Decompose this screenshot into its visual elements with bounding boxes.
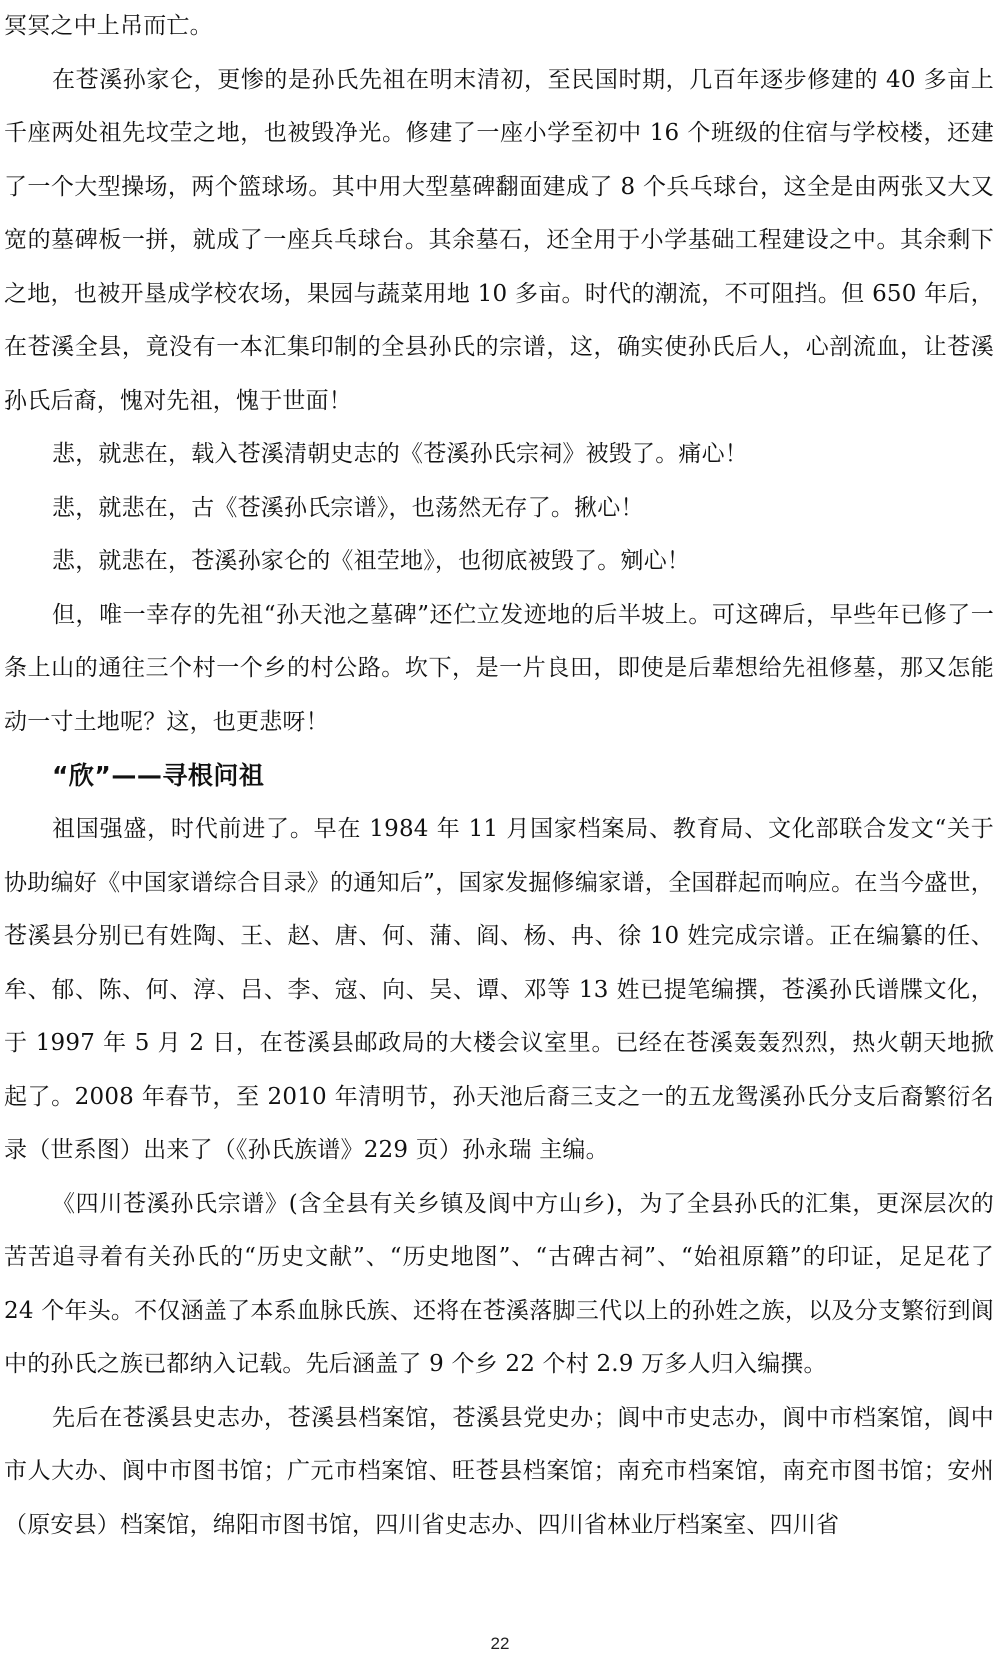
paragraph-lament-genealogy: 悲，就悲在，古《苍溪孙氏宗谱》，也荡然无存了。揪心！ (52, 494, 644, 521)
paragraph-sichuan-cangxi-genealogy: 《四川苍溪孙氏宗谱》(含全县有关乡镇及阆中方山乡)，为了全县孙氏的汇集，更深层次的苦苦追寻着有关孙氏的“历史文献”、“历史地图”、“古碑古祠”、“始祖原籍”的印证，足足花了 24 个年头。不仅涵盖了本系血脉氏族、还将在苍溪落脚三代以上的孙姓之族，以及分支繁衍到阆中的孙氏之族已都纳入记载。先后涵盖了 9 个乡 22 个村 2.9 万多人归入编撰。 (4, 1190, 994, 1377)
section-heading: “欣”——寻根问祖 (52, 761, 265, 790)
page-number: 22 (490, 1634, 510, 1653)
paragraph-sun-family-graves: 在苍溪孙家仑，更惨的是孙氏先祖在明末清初，至民国时期，几百年逐步修建的 40 多亩上千座两处祖先坟茔之地，也被毁净光。修建了一座小学至初中 16 个班级的住宿与学校楼，还建了一个大型操场，两个篮球场。其中用大型墓碑翻面建成了 8 个兵乓球台，这全是由两张又大又宽的墓碑板一拼，就成了一座兵乓球台。其余墓石，还全用于小学基础工程建设之中。其余剩下之地，也被开垦成学校农场，果园与蔬菜用地 10 多亩。时代的潮流，不可阻挡。但 650 年后，在苍溪全县，竟没有一本汇集印制的全县孙氏的宗谱，这，确实使孙氏后人，心剖流血，让苍溪孙氏后裔，愧对先祖，愧于世面！ (4, 66, 994, 414)
paragraph-lament-burial-ground: 悲，就悲在，苍溪孙家仑的《祖茔地》，也彻底被毁了。剜心！ (52, 548, 691, 574)
document-page (4, 0, 994, 1552)
paragraph-surviving-tombstone: 但，唯一幸存的先祖“孙天池之墓碑”还伫立发迹地的后半坡上。可这碑后，早些年已修了一条上山的通往三个村一个乡的村公路。坎下，是一片良田，即使是后辈想给先祖修墓，那又怎能动一寸土地呢？这，也更悲呀！ (4, 601, 994, 735)
paragraph-lament-ancestral-hall: 悲，就悲在，载入苍溪清朝史志的《苍溪孙氏宗祠》被毁了。痛心！ (52, 441, 748, 467)
paragraph-continuation: 冥冥之中上吊而亡。 (4, 13, 213, 39)
paragraph-genealogy-revival: 祖国强盛，时代前进了。早在 1984 年 11 月国家档案局、教育局、文化部联合发文“关于协助编好《中国家谱综合目录》的通知后”，国家发掘修编家谱，全国群起而响应。在当今盛世，苍溪县分别已有姓陶、王、赵、唐、何、蒲、阎、杨、冉、徐 10 姓完成宗谱。正在编纂的任、牟、郁、陈、何、淳、吕、李、寇、向、吴、谭、邓等 13 姓已提笔编撰，苍溪孙氏谱牒文化，于 1997 年 5 月 2 日，在苍溪县邮政局的大楼会议室里。已经在苍溪轰轰烈烈，热火朝天地掀起了。2008 年春节，至 2010 年清明节，孙天池后裔三支之一的五龙鸳溪孙氏分支后裔繁衍名录（世系图）出来了（《孙氏族谱》229 页）孙永瑞 主编。 (4, 816, 994, 1163)
paragraph-archive-visits: 先后在苍溪县史志办，苍溪县档案馆，苍溪县党史办；阆中市史志办，阆中市档案馆，阆中市人大办、阆中市图书馆；广元市档案馆、旺苍县档案馆；南充市档案馆，南充市图书馆；安州（原安县）档案馆，绵阳市图书馆，四川省史志办、四川省林业厅档案室、四川省 (4, 1404, 994, 1538)
